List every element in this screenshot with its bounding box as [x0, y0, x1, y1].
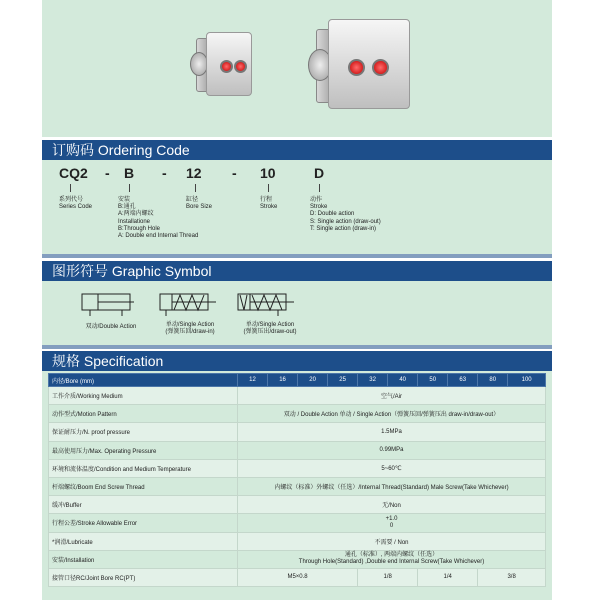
bore-value: 100: [508, 374, 546, 387]
row-value: +1.0 0: [238, 514, 546, 532]
row-value: 通孔（标准）, 两端内螺纹（任选） Through Hole(Standard) ,Double end Internal Screw(Take Whichever): [238, 550, 546, 568]
specification-header: 规格 Specification: [42, 351, 552, 371]
row-label: *润滑/Lubricate: [49, 532, 238, 550]
row-label: 动作型式/Motion Pattern: [49, 405, 238, 423]
bore-value: 12: [238, 374, 268, 387]
row-value: 空气/Air: [238, 387, 546, 405]
row-label: 最高使用压力/Max. Operating Pressure: [49, 441, 238, 459]
port-size: 1/4: [418, 568, 478, 586]
specification-table: [48, 373, 546, 587]
row-label: 工作介质/Working Medium: [49, 387, 238, 405]
bore-value: 63: [448, 374, 478, 387]
row-label: 接管口径RC/Joint Bore RC(PT): [49, 568, 238, 586]
table-row: [49, 477, 546, 495]
code-tick: [129, 184, 130, 192]
bore-value: 25: [328, 374, 358, 387]
bore-value: 50: [418, 374, 448, 387]
graphic-symbol-header: 图形符号 Graphic Symbol: [42, 261, 552, 281]
bore-header-row: [49, 374, 546, 387]
code-dash: -: [232, 165, 237, 181]
bore-label: 内径/Bore (mm): [49, 374, 238, 387]
row-label: 环境和流体温度/Condition and Medium Temperature: [49, 459, 238, 477]
table-row: [49, 423, 546, 441]
table-row: [49, 532, 546, 550]
row-value: 1.5MPa: [238, 423, 546, 441]
code-dash: -: [105, 165, 110, 181]
large-cylinder-image: [308, 5, 418, 115]
bore-value: 40: [388, 374, 418, 387]
row-label: 保证耐压力/N. proof pressure: [49, 423, 238, 441]
table-row: [49, 550, 546, 568]
code-tick: [268, 184, 269, 192]
table-row: [49, 441, 546, 459]
row-value: 无/Non: [238, 496, 546, 514]
port-size: 1/8: [358, 568, 418, 586]
table-row: [49, 496, 546, 514]
row-label: 行程公差/Stroke Allowable Error: [49, 514, 238, 532]
port-size: M5×0.8: [238, 568, 358, 586]
code-series: CQ2: [59, 165, 88, 181]
bore-value: 20: [298, 374, 328, 387]
installation-note: 安装 B:通孔 A:两端内螺纹 Installatione B:Through Hole A: Double end Internal Thread: [118, 197, 199, 240]
single-draw-out-label: 单动/Single Action (弹簧压出/draw-out): [243, 322, 297, 335]
row-label: 安装/Installation: [49, 550, 238, 568]
code-action: D: [314, 165, 325, 181]
row-value: 双动 / Double Action 单动 / Single Action（弹簧压回/弹簧压出 draw-in/draw-out）: [238, 405, 546, 423]
action-note: 动作 Stroke D: Double action S: Single action (draw-out) T: Single action (draw-in): [310, 197, 381, 232]
code-stroke: 10: [260, 165, 276, 181]
table-row: [49, 405, 546, 423]
single-action-draw-out-symbol: [236, 288, 296, 318]
small-cylinder-image: [190, 20, 270, 100]
row-value: 0.99MPa: [238, 441, 546, 459]
table-row: [49, 387, 546, 405]
bore-value: 80: [478, 374, 508, 387]
row-value: 5~60℃: [238, 459, 546, 477]
bore-value: 16: [268, 374, 298, 387]
code-tick: [70, 184, 71, 192]
table-row: [49, 514, 546, 532]
port-size: 3/8: [478, 568, 546, 586]
series-code-note: 系列代号 Series Code: [59, 197, 93, 211]
bore-size-note: 缸径 Bore Size: [186, 197, 213, 211]
section-divider: [42, 345, 552, 349]
code-bore: 12: [186, 165, 202, 181]
code-tick: [195, 184, 196, 192]
table-row: [49, 568, 546, 586]
stroke-note: 行程 Stroke: [260, 197, 278, 211]
row-label: 缓冲/Buffer: [49, 496, 238, 514]
table-row: [49, 459, 546, 477]
single-action-draw-in-symbol: [158, 288, 218, 318]
code-tick: [319, 184, 320, 192]
double-action-label: 双动/Double Action: [85, 324, 137, 330]
bore-value: 32: [358, 374, 388, 387]
section-divider: [42, 254, 552, 258]
ordering-code-header: 订购码 Ordering Code: [42, 140, 552, 160]
row-value: 不需要 / Non: [238, 532, 546, 550]
row-value: 内螺纹（标准）外螺纹（任选）/Internal Thread(Standard) Male Screw(Take Whichever): [238, 477, 546, 495]
code-dash: -: [162, 165, 167, 181]
row-label: 杆端螺纹/Boom End Screw Thread: [49, 477, 238, 495]
double-action-symbol: [80, 288, 136, 318]
single-draw-in-label: 单动/Single Action (弹簧压回/draw-in): [165, 322, 215, 335]
product-photo-panel: [42, 0, 552, 137]
code-mount: B: [124, 165, 135, 181]
